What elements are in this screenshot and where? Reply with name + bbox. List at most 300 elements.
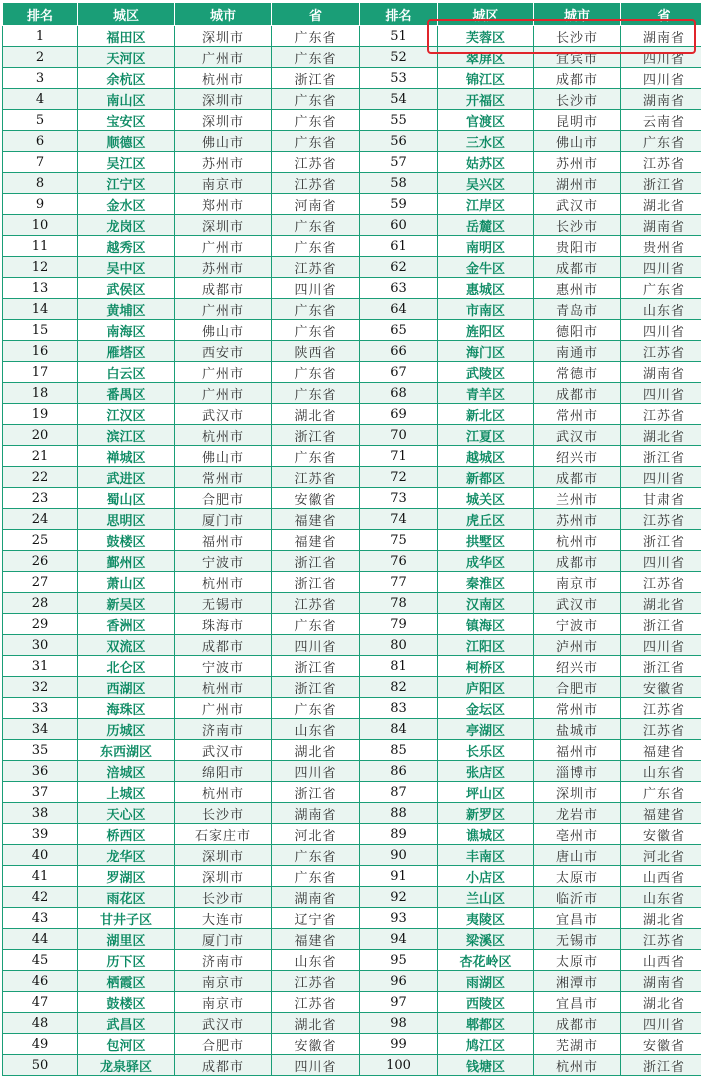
rank-cell: 89 [360,824,438,845]
district-cell: 包河区 [78,1034,175,1055]
header-district-1: 城区 [78,3,175,26]
province-cell: 浙江省 [272,425,360,446]
table-row [3,26,701,47]
rank-cell: 51 [360,26,438,47]
province-cell: 湖北省 [272,740,360,761]
city-cell: 宁波市 [175,656,272,677]
district-cell: 江汉区 [78,404,175,425]
district-cell: 亭湖区 [438,719,534,740]
rank-cell: 38 [3,803,78,824]
city-cell: 杭州市 [175,677,272,698]
rank-cell: 3 [3,68,78,89]
city-cell: 宜昌市 [534,992,621,1013]
table-row [3,824,701,845]
rank-cell: 11 [3,236,78,257]
district-cell: 福田区 [78,26,175,47]
province-cell: 广东省 [272,26,360,47]
province-cell: 江苏省 [272,152,360,173]
city-cell: 成都市 [534,68,621,89]
city-cell: 佛山市 [175,446,272,467]
table-row [3,152,701,173]
table-row [3,320,701,341]
rank-cell: 91 [360,866,438,887]
city-cell: 成都市 [534,1013,621,1034]
district-cell: 官渡区 [438,110,534,131]
city-cell: 南京市 [175,173,272,194]
rank-cell: 92 [360,887,438,908]
province-cell: 四川省 [621,467,701,488]
rank-cell: 97 [360,992,438,1013]
city-cell: 宁波市 [175,551,272,572]
rank-cell: 29 [3,614,78,635]
district-cell: 开福区 [438,89,534,110]
rank-cell: 5 [3,110,78,131]
table-row [3,110,701,131]
table-row [3,593,701,614]
rank-cell: 14 [3,299,78,320]
district-cell: 鼓楼区 [78,530,175,551]
district-cell: 南海区 [78,320,175,341]
city-cell: 广州市 [175,383,272,404]
table-row [3,47,701,68]
city-cell: 武汉市 [534,593,621,614]
rank-cell: 78 [360,593,438,614]
city-cell: 成都市 [534,467,621,488]
province-cell: 安徽省 [272,1034,360,1055]
city-cell: 无锡市 [175,593,272,614]
district-cell: 东西湖区 [78,740,175,761]
district-cell: 萧山区 [78,572,175,593]
province-cell: 浙江省 [272,782,360,803]
rank-cell: 1 [3,26,78,47]
city-cell: 常德市 [534,362,621,383]
district-cell: 西湖区 [78,677,175,698]
district-cell: 雁塔区 [78,341,175,362]
province-cell: 辽宁省 [272,908,360,929]
rank-cell: 24 [3,509,78,530]
table-row [3,887,701,908]
city-cell: 长沙市 [534,26,621,47]
rank-cell: 66 [360,341,438,362]
table-row [3,635,701,656]
district-cell: 江宁区 [78,173,175,194]
district-cell: 龙岗区 [78,215,175,236]
district-cell: 武昌区 [78,1013,175,1034]
province-cell: 四川省 [621,383,701,404]
district-cell: 西陵区 [438,992,534,1013]
city-cell: 广州市 [175,299,272,320]
rank-cell: 85 [360,740,438,761]
table-row [3,1055,701,1076]
province-cell: 浙江省 [621,656,701,677]
province-cell: 广东省 [272,845,360,866]
district-cell: 南明区 [438,236,534,257]
province-cell: 湖北省 [272,1013,360,1034]
rank-cell: 21 [3,446,78,467]
district-cell: 锦江区 [438,68,534,89]
district-cell: 成华区 [438,551,534,572]
rank-cell: 33 [3,698,78,719]
province-cell: 江苏省 [272,992,360,1013]
district-cell: 香洲区 [78,614,175,635]
city-cell: 常州市 [534,404,621,425]
city-cell: 昆明市 [534,110,621,131]
city-cell: 厦门市 [175,509,272,530]
city-cell: 佛山市 [175,320,272,341]
province-cell: 江苏省 [621,404,701,425]
city-cell: 杭州市 [534,530,621,551]
rank-cell: 81 [360,656,438,677]
district-cell: 谯城区 [438,824,534,845]
table-row [3,404,701,425]
rank-cell: 32 [3,677,78,698]
province-cell: 浙江省 [272,656,360,677]
table-row [3,614,701,635]
header-district-2: 城区 [438,3,534,26]
province-cell: 湖北省 [621,908,701,929]
city-cell: 绍兴市 [534,446,621,467]
district-cell: 海珠区 [78,698,175,719]
district-cell: 长乐区 [438,740,534,761]
province-cell: 四川省 [272,635,360,656]
rank-cell: 42 [3,887,78,908]
header-rank-1: 排名 [3,3,78,26]
province-cell: 广东省 [272,215,360,236]
rank-cell: 53 [360,68,438,89]
district-cell: 吴中区 [78,257,175,278]
district-cell: 城关区 [438,488,534,509]
province-cell: 湖北省 [621,593,701,614]
rank-cell: 56 [360,131,438,152]
table-row [3,131,701,152]
table-row [3,446,701,467]
table-header-row [3,3,701,26]
table-row [3,383,701,404]
city-cell: 唐山市 [534,845,621,866]
city-cell: 宜昌市 [534,908,621,929]
rank-cell: 50 [3,1055,78,1076]
district-cell: 番禺区 [78,383,175,404]
city-cell: 常州市 [175,467,272,488]
province-cell: 江苏省 [272,467,360,488]
district-cell: 历下区 [78,950,175,971]
city-cell: 福州市 [534,740,621,761]
province-cell: 湖南省 [621,971,701,992]
rank-cell: 9 [3,194,78,215]
district-cell: 吴兴区 [438,173,534,194]
rank-cell: 61 [360,236,438,257]
rank-cell: 69 [360,404,438,425]
rank-cell: 100 [360,1055,438,1076]
city-cell: 宁波市 [534,614,621,635]
province-cell: 浙江省 [621,173,701,194]
rank-cell: 12 [3,257,78,278]
district-cell: 翠屏区 [438,47,534,68]
province-cell: 广东省 [272,320,360,341]
city-cell: 淄博市 [534,761,621,782]
rank-cell: 80 [360,635,438,656]
province-cell: 福建省 [272,530,360,551]
province-cell: 广东省 [621,278,701,299]
rank-cell: 68 [360,383,438,404]
province-cell: 广东省 [272,89,360,110]
city-cell: 常州市 [534,698,621,719]
city-cell: 大连市 [175,908,272,929]
province-cell: 广东省 [621,131,701,152]
city-cell: 南京市 [175,971,272,992]
province-cell: 河北省 [272,824,360,845]
table-row [3,845,701,866]
district-cell: 湖里区 [78,929,175,950]
rank-cell: 74 [360,509,438,530]
table-row [3,1034,701,1055]
city-cell: 太原市 [534,866,621,887]
rank-cell: 64 [360,299,438,320]
rank-cell: 67 [360,362,438,383]
city-cell: 泸州市 [534,635,621,656]
rank-cell: 43 [3,908,78,929]
rank-cell: 87 [360,782,438,803]
province-cell: 江苏省 [621,929,701,950]
city-cell: 长沙市 [534,89,621,110]
city-cell: 苏州市 [175,257,272,278]
province-cell: 山东省 [621,761,701,782]
table-row [3,551,701,572]
city-cell: 成都市 [175,635,272,656]
district-cell: 金水区 [78,194,175,215]
header-rank-2: 排名 [360,3,438,26]
district-cell: 青羊区 [438,383,534,404]
city-cell: 绵阳市 [175,761,272,782]
district-cell: 郫都区 [438,1013,534,1034]
rank-cell: 57 [360,152,438,173]
district-cell: 罗湖区 [78,866,175,887]
district-cell: 雨湖区 [438,971,534,992]
city-cell: 芜湖市 [534,1034,621,1055]
rank-cell: 49 [3,1034,78,1055]
rank-cell: 25 [3,530,78,551]
table-row [3,278,701,299]
city-cell: 盐城市 [534,719,621,740]
rank-cell: 79 [360,614,438,635]
district-cell: 雨花区 [78,887,175,908]
rank-cell: 39 [3,824,78,845]
table-row [3,173,701,194]
city-cell: 青岛市 [534,299,621,320]
rank-cell: 2 [3,47,78,68]
district-cell: 新北区 [438,404,534,425]
province-cell: 山西省 [621,866,701,887]
city-cell: 成都市 [175,278,272,299]
district-cell: 蜀山区 [78,488,175,509]
district-cell: 拱墅区 [438,530,534,551]
city-cell: 成都市 [534,383,621,404]
rank-cell: 95 [360,950,438,971]
district-cell: 新都区 [438,467,534,488]
city-cell: 杭州市 [175,782,272,803]
city-cell: 厦门市 [175,929,272,950]
district-cell: 夷陵区 [438,908,534,929]
province-cell: 浙江省 [272,68,360,89]
table-row [3,362,701,383]
province-cell: 安徽省 [272,488,360,509]
rank-cell: 52 [360,47,438,68]
district-cell: 武陵区 [438,362,534,383]
province-cell: 湖南省 [621,26,701,47]
province-cell: 湖北省 [621,194,701,215]
city-cell: 合肥市 [534,677,621,698]
rank-cell: 37 [3,782,78,803]
city-cell: 深圳市 [175,26,272,47]
rank-cell: 62 [360,257,438,278]
district-cell: 栖霞区 [78,971,175,992]
rank-cell: 55 [360,110,438,131]
province-cell: 广东省 [621,782,701,803]
province-cell: 福建省 [621,803,701,824]
province-cell: 山东省 [621,887,701,908]
province-cell: 广东省 [272,866,360,887]
city-cell: 南京市 [175,992,272,1013]
district-cell: 江夏区 [438,425,534,446]
district-cell: 龙华区 [78,845,175,866]
province-cell: 广东省 [272,698,360,719]
city-cell: 广州市 [175,236,272,257]
rank-cell: 31 [3,656,78,677]
city-cell: 南通市 [534,341,621,362]
rank-cell: 27 [3,572,78,593]
district-cell: 金坛区 [438,698,534,719]
table-row [3,341,701,362]
district-cell: 桥西区 [78,824,175,845]
province-cell: 山东省 [621,299,701,320]
table-row [3,572,701,593]
district-cell: 江阳区 [438,635,534,656]
table-row [3,698,701,719]
rank-cell: 90 [360,845,438,866]
district-cell: 三水区 [438,131,534,152]
province-cell: 四川省 [621,47,701,68]
city-cell: 太原市 [534,950,621,971]
table-row [3,467,701,488]
rank-cell: 82 [360,677,438,698]
rank-cell: 76 [360,551,438,572]
province-cell: 福建省 [272,929,360,950]
city-cell: 郑州市 [175,194,272,215]
rank-cell: 13 [3,278,78,299]
rank-cell: 88 [360,803,438,824]
district-cell: 历城区 [78,719,175,740]
district-cell: 南山区 [78,89,175,110]
city-cell: 西安市 [175,341,272,362]
district-cell: 涪城区 [78,761,175,782]
city-cell: 长沙市 [175,887,272,908]
table-row [3,740,701,761]
district-cell: 金牛区 [438,257,534,278]
rank-cell: 36 [3,761,78,782]
district-cell: 岳麓区 [438,215,534,236]
rank-cell: 28 [3,593,78,614]
table-row [3,1013,701,1034]
province-cell: 陕西省 [272,341,360,362]
rank-cell: 7 [3,152,78,173]
city-cell: 成都市 [175,1055,272,1076]
rank-cell: 23 [3,488,78,509]
province-cell: 江苏省 [621,341,701,362]
province-cell: 浙江省 [621,446,701,467]
city-cell: 杭州市 [534,1055,621,1076]
city-cell: 武汉市 [175,404,272,425]
table-row [3,866,701,887]
rank-cell: 15 [3,320,78,341]
city-cell: 深圳市 [175,215,272,236]
header-province-1: 省 [272,3,360,26]
rank-cell: 60 [360,215,438,236]
city-cell: 佛山市 [175,131,272,152]
rank-cell: 19 [3,404,78,425]
province-cell: 贵州省 [621,236,701,257]
table-row [3,425,701,446]
rank-cell: 71 [360,446,438,467]
city-cell: 德阳市 [534,320,621,341]
district-cell: 新吴区 [78,593,175,614]
province-cell: 江苏省 [272,593,360,614]
rank-cell: 18 [3,383,78,404]
header-city-1: 城市 [175,3,272,26]
district-cell: 鄞州区 [78,551,175,572]
district-cell: 天河区 [78,47,175,68]
district-cell: 杏花岭区 [438,950,534,971]
city-cell: 贵阳市 [534,236,621,257]
city-cell: 福州市 [175,530,272,551]
table-row [3,992,701,1013]
province-cell: 河南省 [272,194,360,215]
province-cell: 湖南省 [272,803,360,824]
district-cell: 镇海区 [438,614,534,635]
table-row [3,236,701,257]
rank-cell: 10 [3,215,78,236]
city-cell: 武汉市 [175,740,272,761]
district-cell: 坪山区 [438,782,534,803]
city-cell: 杭州市 [175,425,272,446]
city-cell: 济南市 [175,950,272,971]
province-cell: 河北省 [621,845,701,866]
city-cell: 亳州市 [534,824,621,845]
rank-cell: 6 [3,131,78,152]
province-cell: 广东省 [272,362,360,383]
table-row [3,971,701,992]
city-cell: 苏州市 [175,152,272,173]
province-cell: 江苏省 [621,698,701,719]
province-cell: 甘肃省 [621,488,701,509]
table-row [3,782,701,803]
district-cell: 吴江区 [78,152,175,173]
rank-cell: 16 [3,341,78,362]
rank-cell: 83 [360,698,438,719]
province-cell: 广东省 [272,110,360,131]
province-cell: 四川省 [272,278,360,299]
province-cell: 广东省 [272,446,360,467]
city-cell: 深圳市 [175,845,272,866]
rank-cell: 99 [360,1034,438,1055]
rank-cell: 63 [360,278,438,299]
city-cell: 武汉市 [175,1013,272,1034]
city-cell: 兰州市 [534,488,621,509]
province-cell: 江苏省 [621,572,701,593]
rank-cell: 26 [3,551,78,572]
rank-cell: 46 [3,971,78,992]
header-province-2: 省 [621,3,701,26]
province-cell: 江苏省 [272,257,360,278]
